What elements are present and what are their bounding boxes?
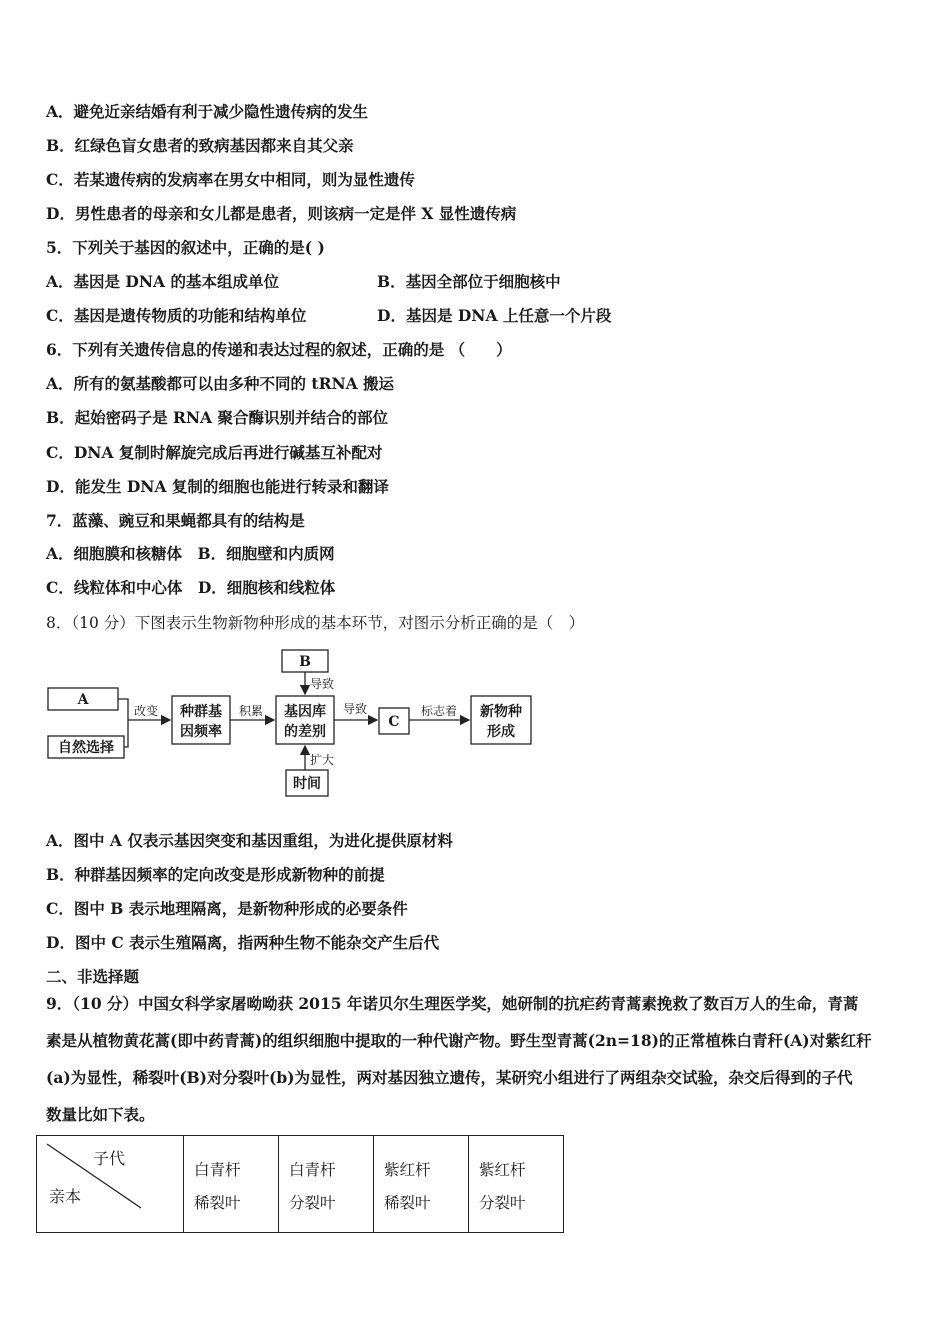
table-header-diagonal-cell: [37, 1136, 184, 1233]
q7-options-cd: C．线粒体和中心体 D．细胞核和线粒体: [46, 578, 336, 597]
box-time-label: 时间: [293, 776, 321, 792]
col1-line1: 白青杆: [194, 1161, 241, 1179]
q8-option-a: A．图中 A 仅表示基因突变和基因重组，为进化提供原材料: [46, 831, 453, 850]
q6-option-b: B．起始密码子是 RNA 聚合酶识别并结合的部位: [46, 408, 388, 427]
arrow-accumulate-label: 积累: [238, 704, 264, 718]
col2-line2: 分裂叶: [289, 1194, 336, 1212]
q5-option-b: B．基因全部位于细胞核中: [377, 272, 561, 291]
box-freq-label-1: 种群基: [180, 704, 222, 720]
q9-line-4: 数量比如下表。: [46, 1105, 155, 1124]
box-new-label-2: 形成: [487, 724, 515, 740]
q4-option-c: C．若某遗传病的发病率在男女中相同，则为显性遗传: [46, 170, 415, 189]
q4-option-b: B．红绿色盲女患者的致病基因都来自其父亲: [46, 136, 354, 155]
q8-stem: 8．（10 分）下图表示生物新物种形成的基本环节，对图示分析正确的是（ ）: [46, 614, 585, 632]
q4-option-d: D．男性患者的母亲和女儿都是患者，则该病一定是伴 X 显性遗传病: [46, 204, 517, 223]
q9-line-3: (a)为显性，稀裂叶(B)对分裂叶(b)为显性，两对基因独立遗传，某研究小组进行了两组杂交试验，杂交后得到的子代: [46, 1068, 853, 1087]
q5-option-d: D．基因是 DNA 上任意一个片段: [377, 306, 612, 325]
q6-stem: 6．下列有关遗传信息的传递和表达过程的叙述，正确的是 （ ）: [46, 340, 512, 359]
table-col-header: [469, 1136, 564, 1233]
box-pool-label-2: 的差别: [284, 724, 326, 740]
q5-stem: 5．下列关于基因的叙述中，正确的是( ): [46, 238, 325, 257]
header-parent: 亲本: [49, 1187, 82, 1206]
q8-option-b: B．种群基因频率的定向改变是形成新物种的前提: [46, 865, 385, 884]
col4-line1: 紫红杆: [479, 1161, 526, 1179]
q7-stem: 7．蓝藻、豌豆和果蝇都具有的结构是: [46, 511, 305, 530]
offspring-table: [36, 1135, 564, 1233]
arrow-change-label: 改变: [133, 704, 159, 718]
arrow-lead-b-label: 导致: [310, 677, 335, 691]
speciation-diagram: [44, 644, 534, 804]
box-a-label: A: [77, 692, 89, 708]
table-col-header: [374, 1136, 469, 1233]
box-new-label-1: 新物种: [480, 704, 522, 720]
col4-line2: 分裂叶: [479, 1194, 526, 1212]
box-freq-label-2: 因频率: [180, 724, 222, 740]
q5-option-a: A．基因是 DNA 的基本组成单位: [46, 272, 279, 291]
q8-option-c: C．图中 B 表示地理隔离，是新物种形成的必要条件: [46, 899, 408, 918]
col3-line1: 紫红杆: [384, 1161, 431, 1179]
arrow-mark-label: 标志着: [420, 704, 458, 718]
table-row: [37, 1136, 564, 1233]
q6-option-c: C．DNA 复制时解旋完成后再进行碱基互补配对: [46, 443, 383, 462]
box-pool-label-1: 基因库: [284, 704, 326, 720]
arrow-lead-c-label: 导致: [342, 702, 368, 716]
col3-line2: 稀裂叶: [384, 1194, 431, 1212]
q7-options-ab: A．细胞膜和核糖体 B．细胞壁和内质网: [46, 544, 335, 563]
box-b-label: B: [299, 654, 311, 670]
section-heading: 二、非选择题: [46, 967, 140, 986]
arrow-expand-label: 扩大: [310, 753, 335, 767]
q4-option-a: A．避免近亲结婚有利于减少隐性遗传病的发生: [46, 102, 369, 121]
col1-line2: 稀裂叶: [194, 1194, 241, 1212]
table-col-header: [184, 1136, 279, 1233]
header-offspring: 子代: [92, 1149, 125, 1168]
q6-option-a: A．所有的氨基酸都可以由多种不同的 tRNA 搬运: [46, 374, 395, 393]
q9-line-2: 素是从植物黄花蒿(即中药青蒿)的组织细胞中提取的一种代谢产物。野生型青蒿(2n=18)的正常植株白青秆(A)对紫红秆: [46, 1031, 872, 1050]
table-col-header: [279, 1136, 374, 1233]
q6-option-d: D．能发生 DNA 复制的细胞也能进行转录和翻译: [46, 477, 389, 496]
q5-option-c: C．基因是遗传物质的功能和结构单位: [46, 306, 307, 325]
col2-line1: 白青杆: [289, 1161, 336, 1179]
q9-line-1: 9．（10 分）中国女科学家屠呦呦获 2015 年诺贝尔生理医学奖，她研制的抗疟药青蒿素挽救了数百万人的生命，青蒿: [46, 994, 859, 1013]
q8-option-d: D．图中 C 表示生殖隔离，指两种生物不能杂交产生后代: [46, 933, 440, 952]
box-natural-label: 自然选择: [58, 740, 114, 756]
box-c-label: C: [388, 714, 400, 730]
